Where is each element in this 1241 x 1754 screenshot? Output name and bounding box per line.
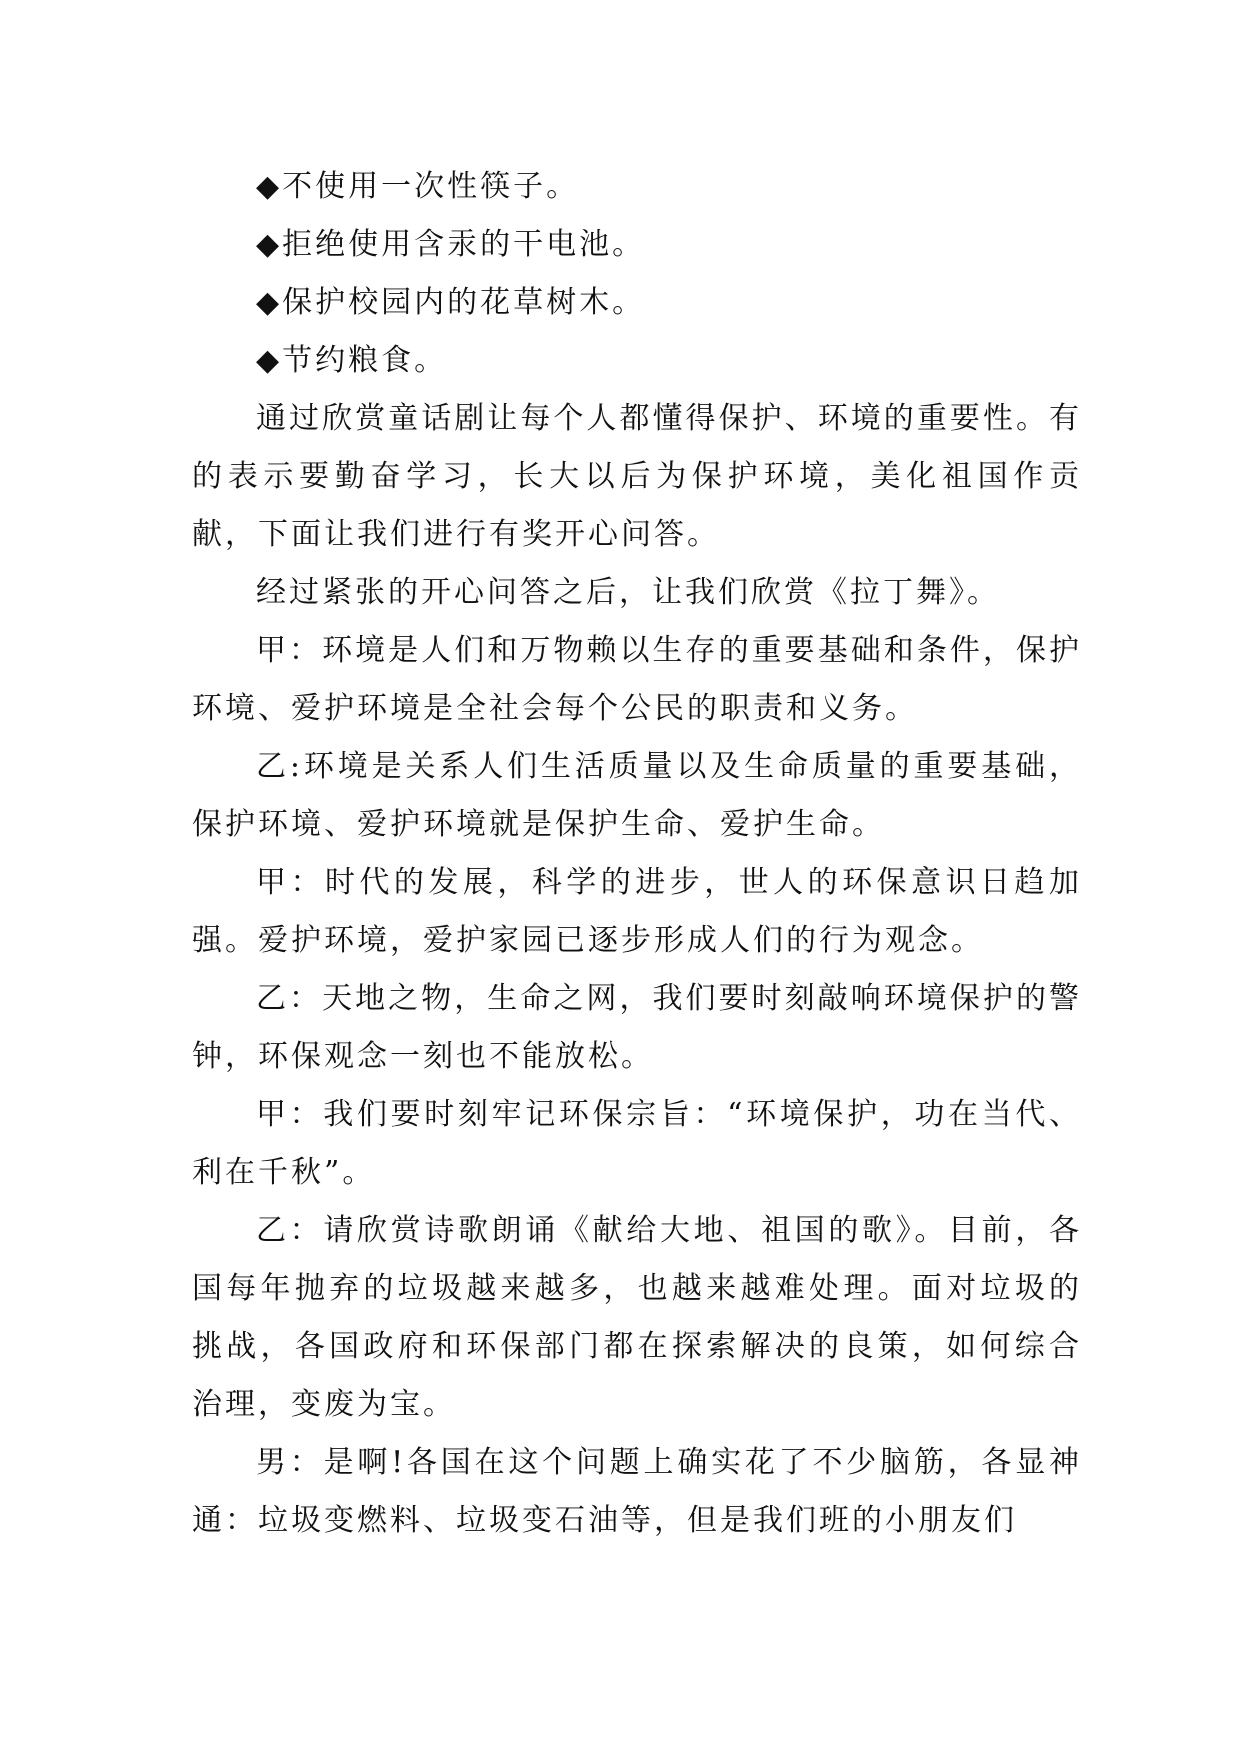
document-body [192, 158, 1082, 1550]
dialogue-paragraph: 甲：环境是人们和万物赖以生存的重要基础和条件，保护环境、爱护环境是全社会每个公民的职责和义务。 [192, 633, 1082, 726]
dialogue-paragraph: 男：是啊!各国在这个问题上确实花了不少脑筋，各显神通：垃圾变燃料、垃圾变石油等，但是我们班的小朋友们 [192, 1445, 1082, 1538]
bullet-item: ◆保护校园内的花草树木。 [256, 285, 646, 320]
bullet-item: ◆拒绝使用含汞的干电池。 [256, 227, 646, 262]
dialogue-paragraph: 乙:环境是关系人们生活质量以及生命质量的重要基础，保护环境、爱护环境就是保护生命、爱护生命。 [192, 749, 1082, 842]
dialogue-paragraph: 乙：天地之物，生命之网，我们要时刻敲响环境保护的警钟，环保观念一刻也不能放松。 [192, 981, 1082, 1074]
paragraph: 通过欣赏童话剧让每个人都懂得保护、环境的重要性。有的表示要勤奋学习，长大以后为保护环境，美化祖国作贡献，下面让我们进行有奖开心问答。 [192, 401, 1082, 552]
dialogue-paragraph: 甲：时代的发展，科学的进步，世人的环保意识日趋加强。爱护环境，爱护家园已逐步形成人们的行为观念。 [192, 865, 1082, 958]
paragraph: 经过紧张的开心问答之后，让我们欣赏《拉丁舞》。 [256, 575, 1000, 610]
dialogue-paragraph: 乙：请欣赏诗歌朗诵《献给大地、祖国的歌》。目前，各国每年抛弃的垃圾越来越多，也越来越难处理。面对垃圾的挑战，各国政府和环保部门都在探索解决的良策，如何综合治理，变废为宝。 [192, 1213, 1082, 1422]
dialogue-paragraph: 甲：我们要时刻牢记环保宗旨：“环境保护，功在当代、利在千秋”。 [192, 1097, 1082, 1190]
bullet-item: ◆节约粮食。 [256, 343, 448, 378]
bullet-item: ◆不使用一次性筷子。 [256, 169, 580, 204]
